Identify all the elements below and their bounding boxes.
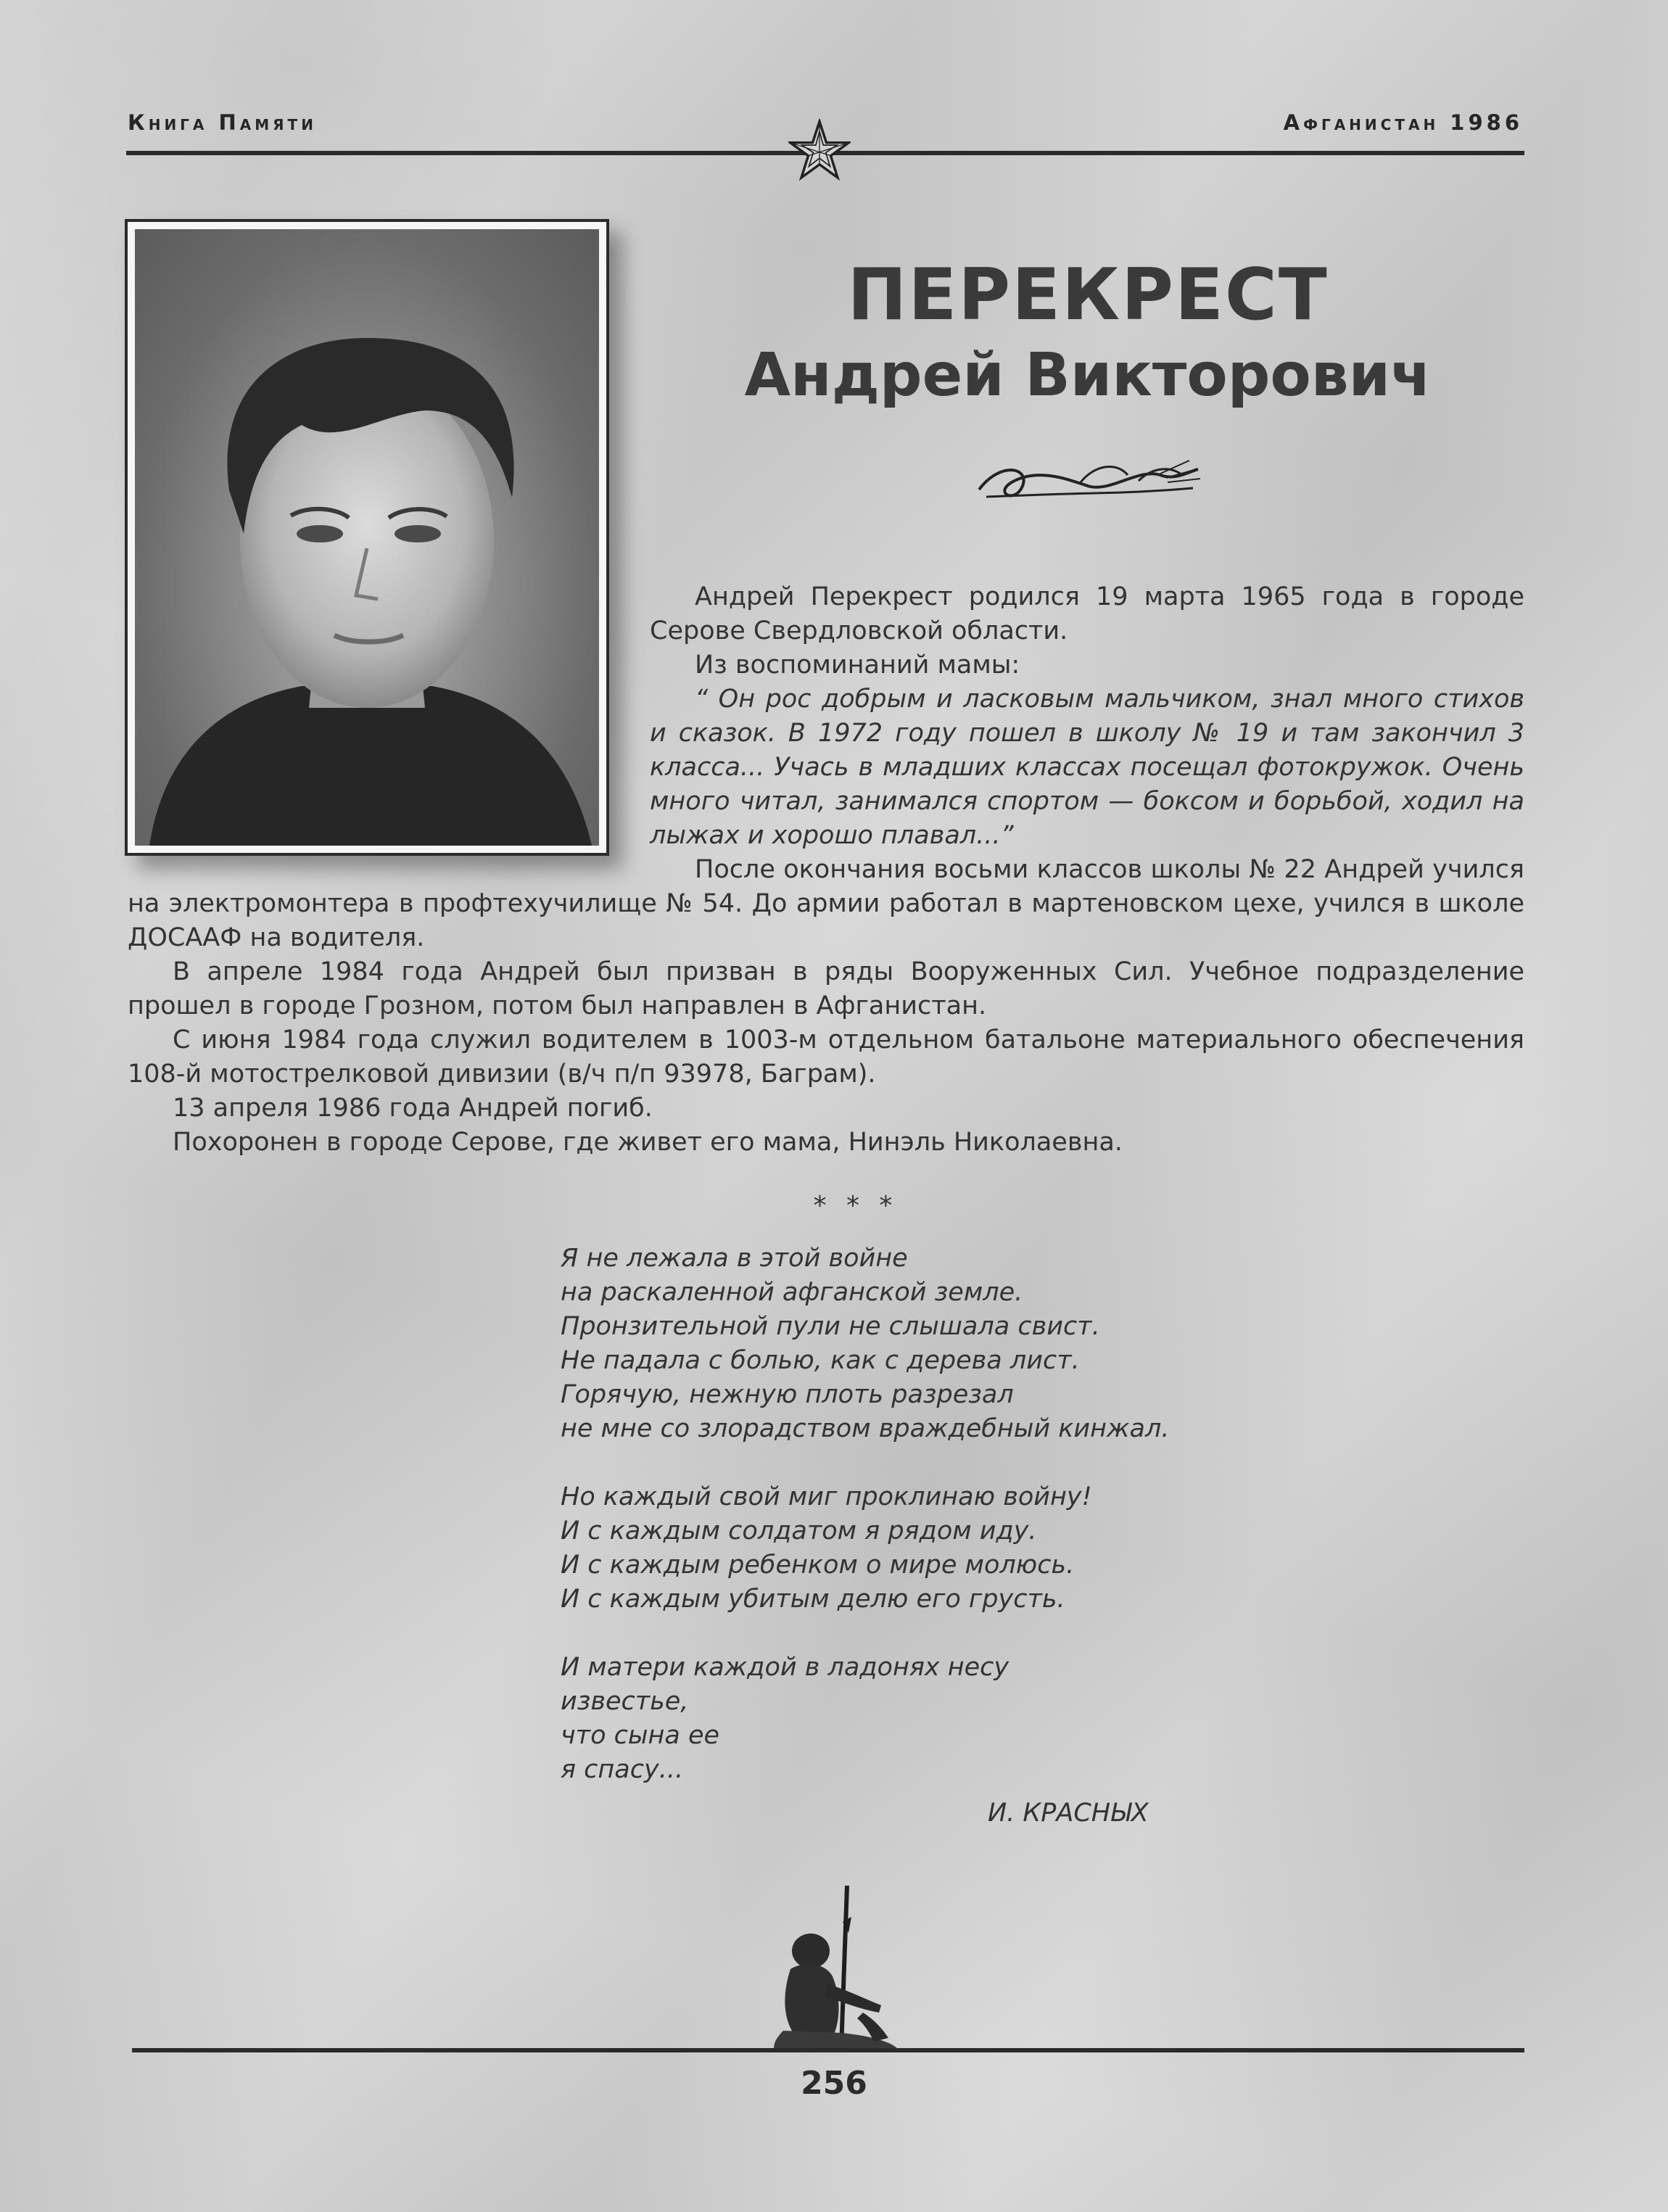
poem-stanza bbox=[561, 1242, 1431, 1446]
poem-line: не мне со злорадством враждебный кинжал. bbox=[561, 1414, 1170, 1443]
poem-line: Я не лежала в этой войне bbox=[561, 1244, 908, 1273]
star-icon bbox=[788, 119, 851, 181]
poem-line: И с каждым солдатом я рядом иду. bbox=[561, 1516, 1037, 1545]
poem-line: И с каждым убитым делю его грусть. bbox=[561, 1585, 1065, 1614]
bio-paragraph: После окончания восьми классов школы № 22 Андрей учился на электромонтера в профтехучилище № 54. До армии работал в мартеновском цехе, учился в школе ДОСААФ на водителя. bbox=[128, 855, 1524, 952]
kneeling-soldier-icon bbox=[754, 1882, 914, 2052]
poem-line: Не падала с болью, как с дерева лист. bbox=[561, 1346, 1080, 1375]
poem-author: И. КРАСНЫХ bbox=[988, 1799, 1149, 1828]
page-number: 256 bbox=[801, 2065, 867, 2102]
poem-line: я спасу... bbox=[561, 1755, 684, 1784]
poem-line: известье, bbox=[561, 1687, 689, 1716]
poem-line: Пронзительной пули не слышала свист. bbox=[561, 1312, 1100, 1341]
poem-line: Но каждый свой миг проклинаю войну! bbox=[561, 1482, 1092, 1511]
poem-stanza bbox=[561, 1651, 1431, 1787]
poem-line: И с каждым ребенком о мире молюсь. bbox=[561, 1551, 1075, 1580]
header-book-title: Книга Памяти bbox=[128, 110, 317, 135]
poem bbox=[561, 1242, 1431, 1821]
poem-line: Горячую, нежную плоть разрезал bbox=[561, 1380, 1014, 1409]
poem-stanza bbox=[561, 1480, 1431, 1617]
poem-line: на раскаленной афганской земле. bbox=[561, 1278, 1023, 1307]
bio-paragraph: В апреле 1984 года Андрей был призван в ряды Вооруженных Сил. Учебное подразделение прошел в городе Грозном, потом был направлен в Афганистан. bbox=[128, 957, 1524, 1020]
bio-paragraph: Андрей Перекрест родился 19 марта 1965 года в городе Серове Свердловской области. bbox=[650, 582, 1524, 645]
person-surname: ПЕРЕКРЕСТ bbox=[847, 254, 1329, 337]
header-section-title: Афганистан 1986 bbox=[1283, 110, 1523, 135]
mother-quote: “ Он рос добрым и ласковым мальчиком, знал много стихов и сказок. В 1972 году пошел в школу № 19 и там закончил 3 класса... Учась в младших классах посещал фотокружок. Очень много читал, занимался спортом — боксом и борьбой, ходил на лыжах и хорошо плавал...” bbox=[650, 685, 1524, 850]
bio-paragraph: С июня 1984 года служил водителем в 1003-м отдельном батальоне материального обеспечения 108-й мотострелковой дивизии (в/ч п/п 93978, Баграм). bbox=[128, 1025, 1524, 1089]
poem-line: И матери каждой в ладонях несу bbox=[561, 1653, 1010, 1682]
bio-paragraph: Из воспоминаний мамы: bbox=[695, 651, 1020, 680]
poem-separator: * * * bbox=[813, 1191, 899, 1221]
person-name: Андрей Викторович bbox=[744, 341, 1432, 410]
bio-paragraph: 13 апреля 1986 года Андрей погиб. bbox=[173, 1094, 653, 1123]
photo-spacer bbox=[128, 580, 650, 869]
poem-line: что сына ее bbox=[561, 1721, 720, 1750]
ornament-icon bbox=[972, 453, 1204, 511]
bio-paragraph: Похоронен в городе Серове, где живет его мама, Нинэль Николаевна. bbox=[173, 1128, 1123, 1157]
biography bbox=[128, 580, 1524, 1160]
footer-rule bbox=[132, 2048, 1524, 2052]
